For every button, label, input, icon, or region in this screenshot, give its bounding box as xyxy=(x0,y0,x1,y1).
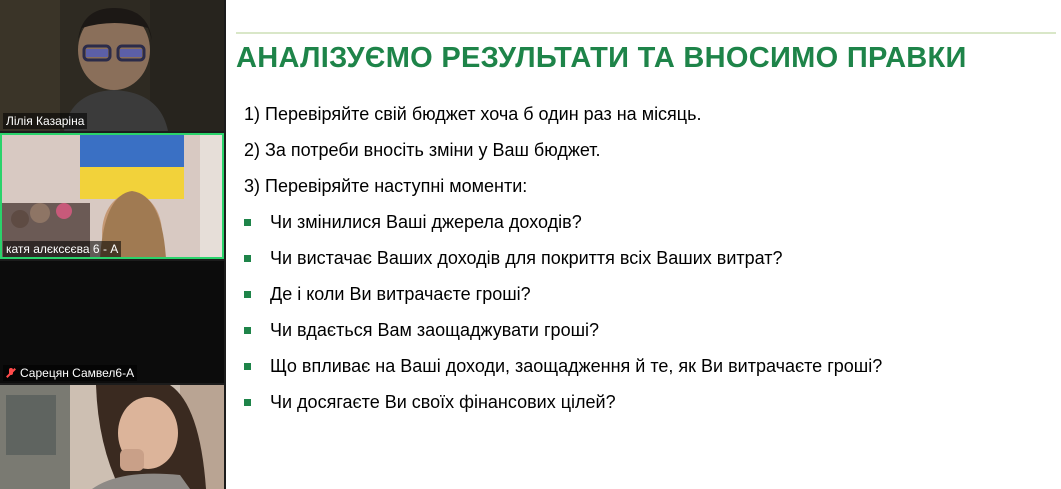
participant-sidebar xyxy=(0,0,226,489)
video-feed-1 xyxy=(0,0,224,131)
bullet-square-icon xyxy=(244,327,251,334)
video-tile-4[interactable] xyxy=(0,385,224,489)
bullet-item-4 xyxy=(244,318,1054,354)
bullet-square-icon xyxy=(244,255,251,262)
bullet-item-1 xyxy=(244,210,1054,246)
bullet-text-3: Де і коли Ви витрачаєте гроші? xyxy=(270,284,531,304)
bullet-square-icon xyxy=(244,363,251,370)
bullet-item-5 xyxy=(244,354,1054,390)
video-tile-2[interactable] xyxy=(0,133,224,259)
participant-name-1: Лілія Казаріна xyxy=(3,113,87,129)
slide-title: АНАЛІЗУЄМО РЕЗУЛЬТАТИ ТА ВНОСИМО ПРАВКИ xyxy=(236,42,967,74)
bullet-text-1: Чи змінилися Ваші джерела доходів? xyxy=(270,212,582,232)
bullet-text-5: Що впливає на Ваші доходи, заощадження й те, як Ви витрачаєте гроші? xyxy=(270,356,883,376)
participant-name-3-wrap xyxy=(3,365,137,381)
bullet-text-4: Чи вдається Вам заощаджувати гроші? xyxy=(270,320,600,340)
video-tile-3[interactable] xyxy=(0,261,224,383)
participant-name-2: катя алєксєєва 6 - А xyxy=(3,241,121,257)
numbered-item-1: 1) Перевіряйте свій бюджет хоча б один раз на місяць. xyxy=(244,104,702,124)
bullet-item-6 xyxy=(244,390,1054,426)
mic-muted-icon xyxy=(6,368,16,378)
slide-divider xyxy=(236,32,1056,34)
video-feed-4 xyxy=(0,385,224,489)
bullet-text-2: Чи вистачає Ваших доходів для покриття всіх Ваших витрат? xyxy=(270,248,783,268)
bullet-square-icon xyxy=(244,399,251,406)
bullet-item-3 xyxy=(244,282,1054,318)
slide-body xyxy=(244,102,1054,426)
participant-name-3: Сарецян Самвел6-А xyxy=(20,366,135,380)
shared-slide xyxy=(226,0,1061,489)
numbered-item-3: 3) Перевіряйте наступні моменти: xyxy=(244,176,528,196)
bullet-item-2 xyxy=(244,246,1054,282)
video-tile-1[interactable] xyxy=(0,0,224,131)
bullet-text-6: Чи досягаєте Ви своїх фінансових цілей? xyxy=(270,392,616,412)
numbered-item-2: 2) За потреби вносіть зміни у Ваш бюджет. xyxy=(244,140,601,160)
bullet-square-icon xyxy=(244,291,251,298)
bullet-square-icon xyxy=(244,219,251,226)
